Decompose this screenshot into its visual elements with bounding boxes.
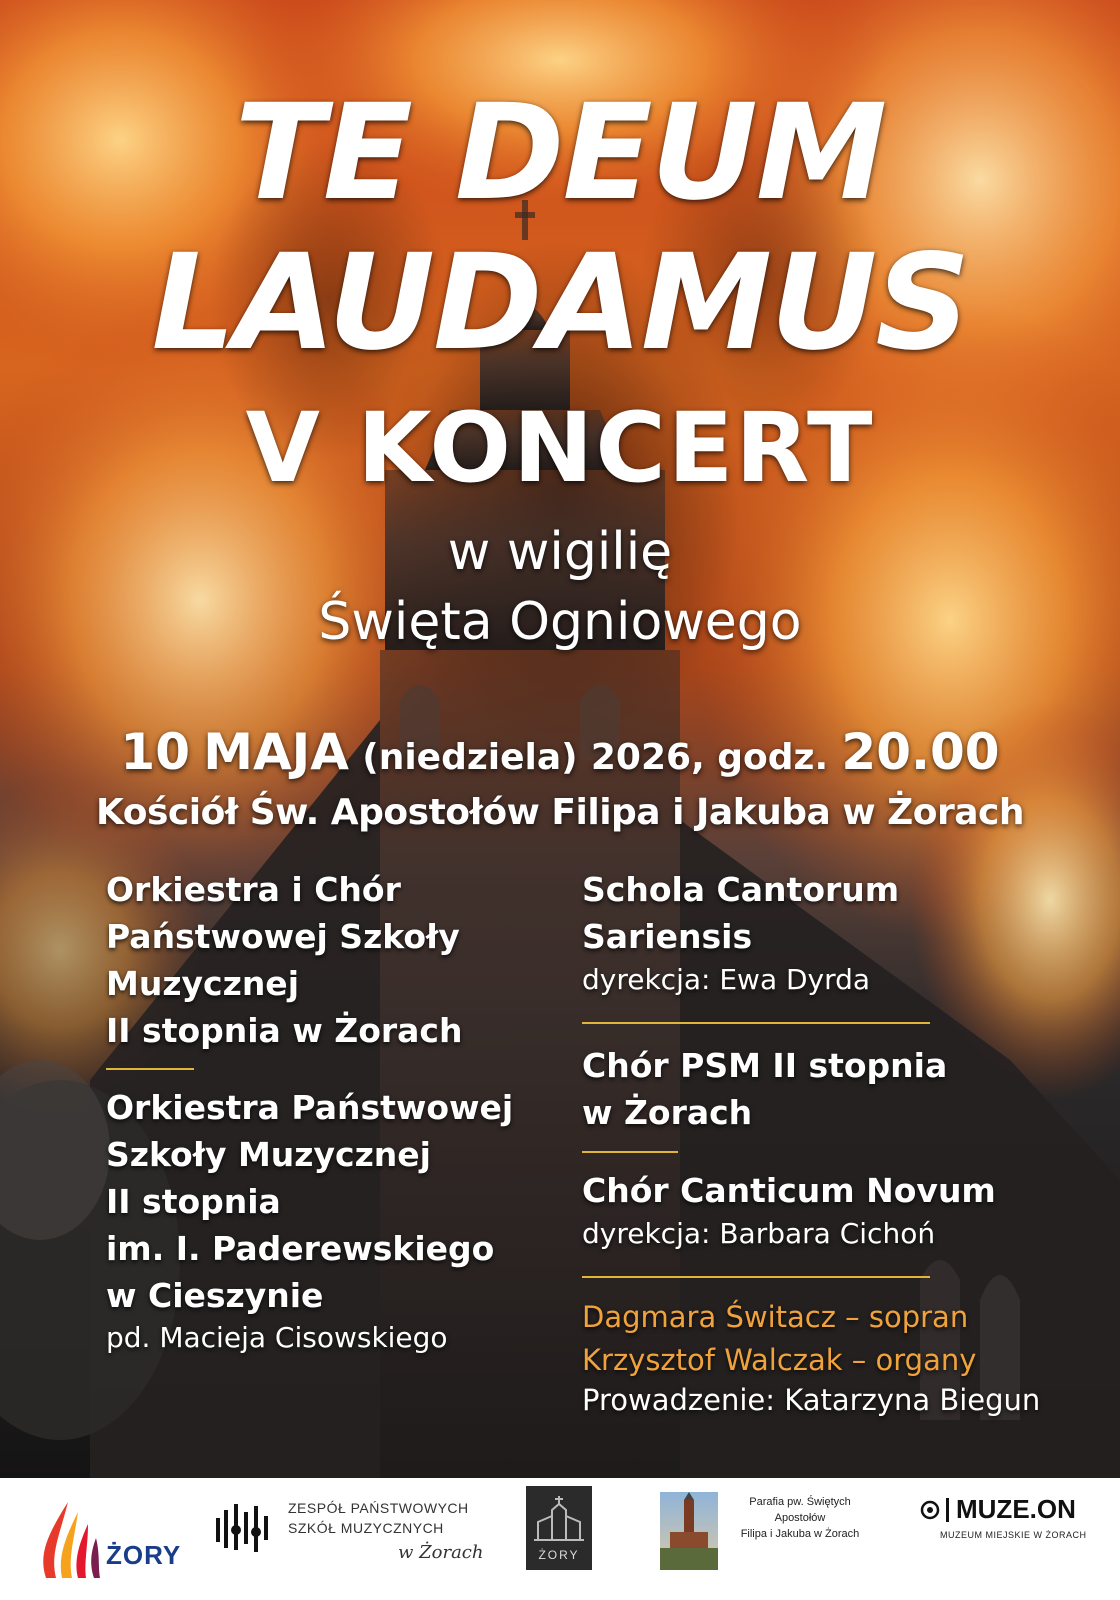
- divider-line: [582, 1022, 930, 1024]
- subtitle-line-2: Święta Ogniowego: [318, 592, 802, 652]
- music-school-line-2: SZKÓŁ MUZYCZNYCH: [288, 1520, 444, 1536]
- church-outline-icon: [526, 1490, 592, 1550]
- zory-flame-icon: [38, 1494, 104, 1580]
- soloist-soprano: Dagmara Świtacz – sopran: [582, 1300, 969, 1334]
- music-school-icon: [212, 1498, 278, 1558]
- left-performer-1-line: II stopnia w Żorach: [106, 1011, 463, 1050]
- left-performer-1-line: Orkiestra i Chór: [106, 870, 401, 909]
- event-date: [0, 724, 1120, 786]
- right-performer-1-director: dyrekcja: Ewa Dyrda: [582, 963, 871, 996]
- left-performer-2-line: Orkiestra Państwowej: [106, 1088, 514, 1127]
- museum-divider: [946, 1498, 949, 1522]
- music-school-logo: [212, 1492, 482, 1588]
- soloist-organ: Krzysztof Walczak – organy: [582, 1343, 977, 1377]
- zory-association-badge: [526, 1486, 592, 1570]
- event-place: Kościół Św. Apostołów Filipa i Jakuba w Żorach: [95, 792, 1024, 833]
- right-performer-2-line: Chór PSM II stopnia: [582, 1046, 948, 1085]
- title-line-2: LAUDAMUS: [151, 226, 969, 380]
- zory-logo: [38, 1492, 182, 1584]
- church-photo-icon: [660, 1492, 718, 1570]
- host: Prowadzenie: Katarzyna Biegun: [582, 1383, 1041, 1417]
- right-performer-1-line: Sariensis: [582, 917, 753, 956]
- right-performer-1-line: Schola Cantorum: [582, 870, 900, 909]
- event-hour: 20.00: [841, 723, 1000, 781]
- left-performer-1: [106, 866, 463, 1054]
- badge-text: ŻORY: [538, 1548, 580, 1562]
- divider-line: [106, 1068, 194, 1070]
- right-performer-3-line: Chór Canticum Novum: [582, 1171, 996, 1210]
- museum-mark-icon: [920, 1500, 940, 1520]
- left-performer-1-line: Muzycznej: [106, 964, 300, 1003]
- title-line-1: TE DEUM: [234, 76, 886, 230]
- concert-number: V KONCERT: [245, 392, 875, 504]
- parish-line-2: Apostołów: [774, 1512, 826, 1524]
- subtitle-line-1: w wigilię: [447, 522, 673, 582]
- left-performer-2-line: Szkoły Muzycznej: [106, 1135, 431, 1174]
- museum-logo: [920, 1494, 1087, 1554]
- left-performer-2-line: II stopnia: [106, 1182, 281, 1221]
- event-month: MAJA: [203, 723, 349, 781]
- right-performer-3: [582, 1167, 996, 1214]
- museum-name: MUZE.ON: [956, 1494, 1076, 1524]
- right-performer-3-director: dyrekcja: Barbara Cichoń: [582, 1217, 936, 1250]
- event-day: 10: [120, 723, 190, 781]
- museum-subtitle: MUZEUM MIEJSKIE W ŻORACH: [940, 1530, 1087, 1540]
- parish-church-photo: [660, 1492, 718, 1570]
- left-performer-2: [106, 1084, 513, 1319]
- divider-line: [582, 1276, 930, 1278]
- sponsor-footer: [0, 1478, 1120, 1600]
- music-school-line-3: w Żorach: [398, 1542, 484, 1563]
- right-performer-2-line: w Żorach: [582, 1093, 753, 1132]
- left-performer-2-line: w Cieszynie: [106, 1276, 324, 1315]
- right-performer-2: [582, 1042, 947, 1136]
- parish-line-1: Parafia pw. Świętych: [749, 1496, 851, 1508]
- event-year-time: 2026, godz.: [590, 737, 829, 778]
- left-performer-2-line: im. I. Paderewskiego: [106, 1229, 495, 1268]
- right-performer-1: [582, 866, 899, 960]
- left-performer-1-line: Państwowej Szkoły: [106, 917, 460, 956]
- music-school-line-1: ZESPÓŁ PAŃSTWOWYCH: [288, 1500, 469, 1516]
- event-weekday: (niedziela): [362, 737, 578, 778]
- divider-line: [582, 1151, 678, 1153]
- parish-line-3: Filipa i Jakuba w Żorach: [740, 1528, 860, 1540]
- left-performer-2-conductor: pd. Macieja Cisowskiego: [106, 1321, 448, 1354]
- zory-logo-text: ŻORY: [106, 1540, 182, 1570]
